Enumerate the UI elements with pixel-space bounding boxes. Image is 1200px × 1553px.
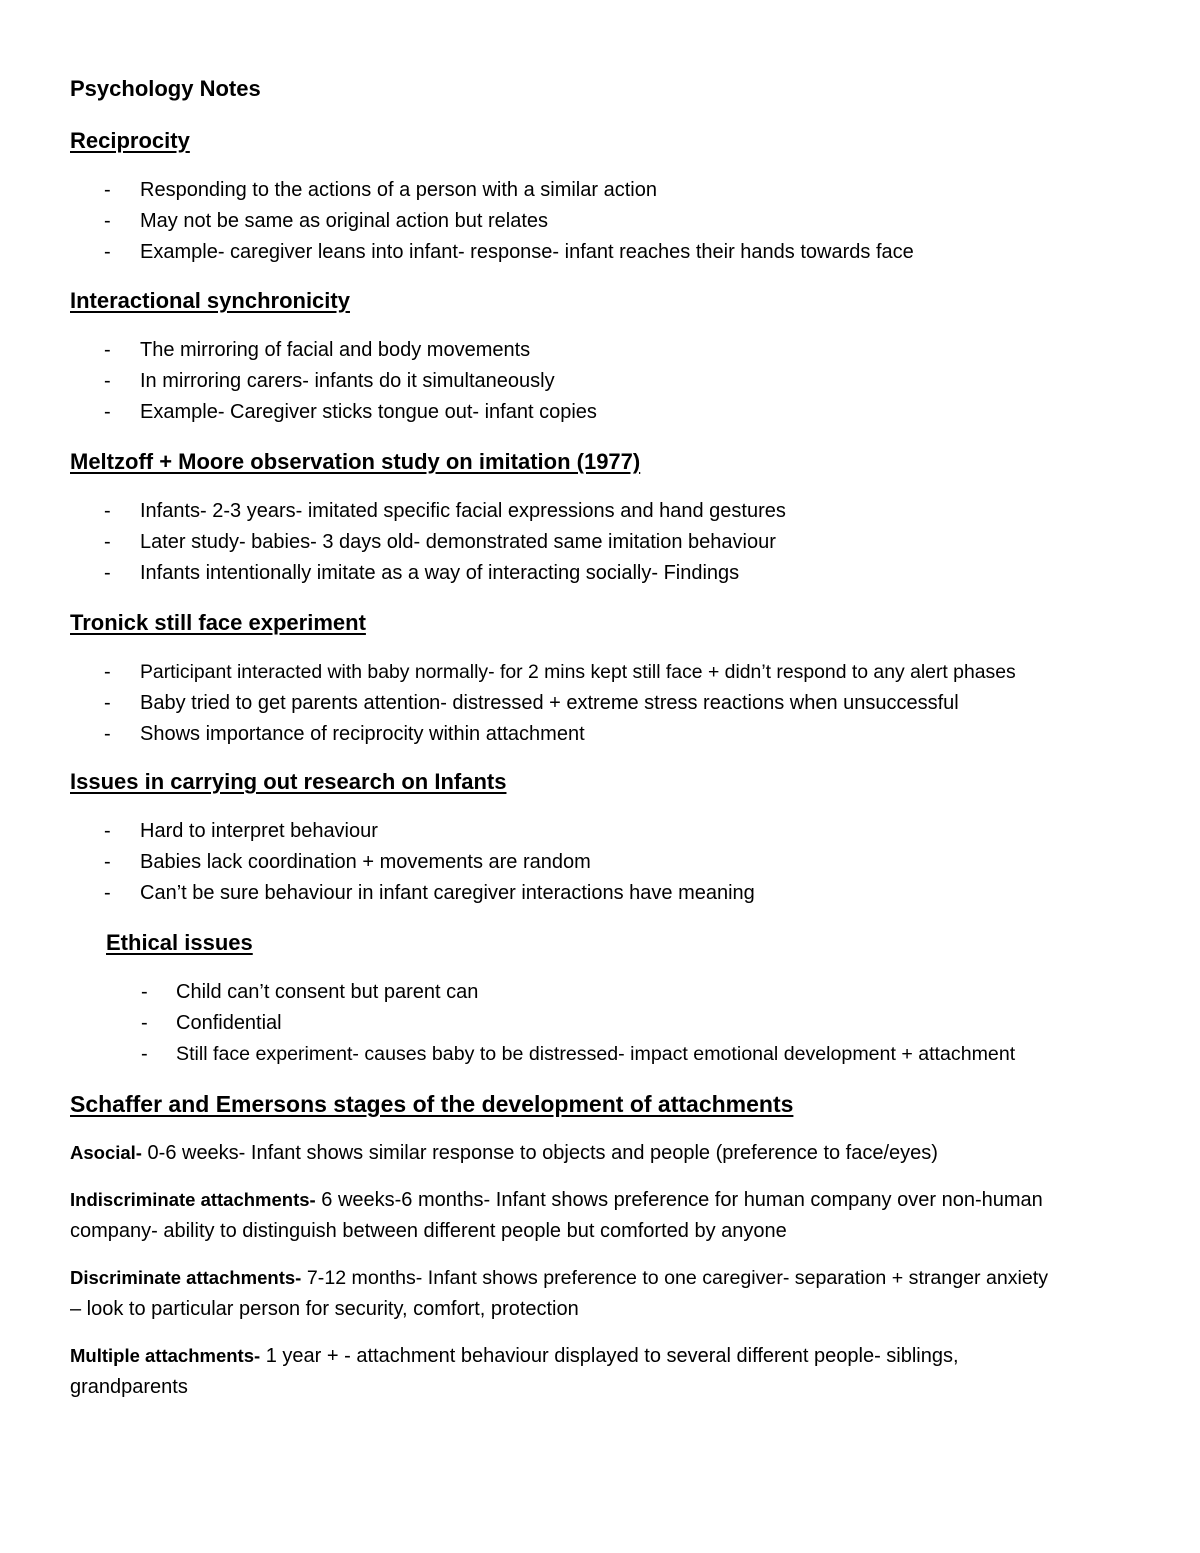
- section-heading-tronick: Tronick still face experiment: [70, 610, 366, 635]
- bullet-dash: -: [141, 981, 148, 1003]
- bullet-dash: -: [104, 179, 111, 201]
- list-item: Example- Caregiver sticks tongue out- infant copies: [140, 401, 597, 423]
- stage-label: Asocial-: [70, 1142, 142, 1163]
- bullet-dash: -: [104, 562, 111, 584]
- bullet-dash: -: [104, 820, 111, 842]
- list-item: Example- caregiver leans into infant- response- infant reaches their hands towards face: [140, 241, 914, 263]
- section-heading-ethical-issues: Ethical issues: [106, 930, 253, 955]
- bullet-dash: -: [104, 723, 111, 745]
- list-item: Later study- babies- 3 days old- demonstrated same imitation behaviour: [140, 531, 776, 553]
- stage-paragraph-multiple: [70, 1344, 959, 1368]
- bullet-dash: -: [104, 339, 111, 361]
- stage-label: Discriminate attachments-: [70, 1267, 302, 1288]
- stage-text: 6 weeks-6 months- Infant shows preference for human company over non-human: [321, 1189, 1043, 1211]
- bullet-dash: -: [104, 851, 111, 873]
- section-heading-reciprocity: Reciprocity: [70, 128, 190, 153]
- list-item: Shows importance of reciprocity within attachment: [140, 723, 585, 745]
- list-item: May not be same as original action but relates: [140, 210, 548, 232]
- list-item: Responding to the actions of a person with a similar action: [140, 179, 657, 201]
- stage-text-continued: company- ability to distinguish between different people but comforted by anyone: [70, 1220, 787, 1242]
- bullet-dash: -: [104, 882, 111, 904]
- stage-paragraph-discriminate: [70, 1266, 1048, 1290]
- section-heading-meltzoff-moore: Meltzoff + Moore observation study on imitation (1977): [70, 449, 641, 474]
- stage-paragraph-indiscriminate: [70, 1188, 1043, 1212]
- stage-label: Indiscriminate attachments-: [70, 1189, 316, 1210]
- list-item: The mirroring of facial and body movements: [140, 339, 531, 361]
- section-heading-interactional-synchronicity: Interactional synchronicity: [70, 288, 350, 313]
- stage-text: 7-12 months- Infant shows preference to one caregiver- separation + stranger anxiety: [306, 1267, 1049, 1289]
- bullet-dash: -: [104, 531, 111, 553]
- list-item: Confidential: [176, 1012, 282, 1034]
- list-item: Can’t be sure behaviour in infant caregiver interactions have meaning: [140, 882, 755, 904]
- stage-text: 0-6 weeks- Infant shows similar response to objects and people (preference to face/eyes): [147, 1142, 938, 1164]
- list-item: Child can’t consent but parent can: [176, 981, 479, 1003]
- list-item: Baby tried to get parents attention- distressed + extreme stress reactions when unsuccessful: [140, 692, 959, 714]
- section-heading-research-issues: Issues in carrying out research on Infants: [70, 769, 507, 794]
- bullet-dash: -: [104, 401, 111, 423]
- list-item: Participant interacted with baby normally- for 2 mins kept still face + didn’t respond to any alert phases: [140, 661, 1016, 683]
- section-heading-attachment-stages: Schaffer and Emersons stages of the development of attachments: [70, 1091, 794, 1117]
- bullet-dash: -: [104, 692, 111, 714]
- document-title: Psychology Notes: [70, 76, 261, 101]
- bullet-dash: -: [104, 210, 111, 232]
- list-item: Still face experiment- causes baby to be distressed- impact emotional development + attachment: [176, 1043, 1016, 1065]
- stage-text: 1 year + - attachment behaviour displayed to several different people- siblings,: [265, 1345, 959, 1367]
- list-item: Infants- 2-3 years- imitated specific facial expressions and hand gestures: [140, 500, 786, 522]
- list-item: In mirroring carers- infants do it simultaneously: [140, 370, 555, 392]
- bullet-dash: -: [104, 661, 111, 683]
- list-item: Babies lack coordination + movements are random: [140, 851, 591, 873]
- stage-paragraph-asocial: [70, 1141, 938, 1165]
- list-item: Hard to interpret behaviour: [140, 820, 378, 842]
- bullet-dash: -: [104, 241, 111, 263]
- bullet-dash: -: [141, 1012, 148, 1034]
- bullet-dash: -: [104, 370, 111, 392]
- stage-text-continued: – look to particular person for security, comfort, protection: [70, 1298, 579, 1320]
- stage-text-continued: grandparents: [70, 1376, 188, 1398]
- bullet-dash: -: [104, 500, 111, 522]
- list-item: Infants intentionally imitate as a way of interacting socially- Findings: [140, 562, 740, 584]
- stage-label: Multiple attachments-: [70, 1345, 261, 1366]
- bullet-dash: -: [141, 1043, 148, 1065]
